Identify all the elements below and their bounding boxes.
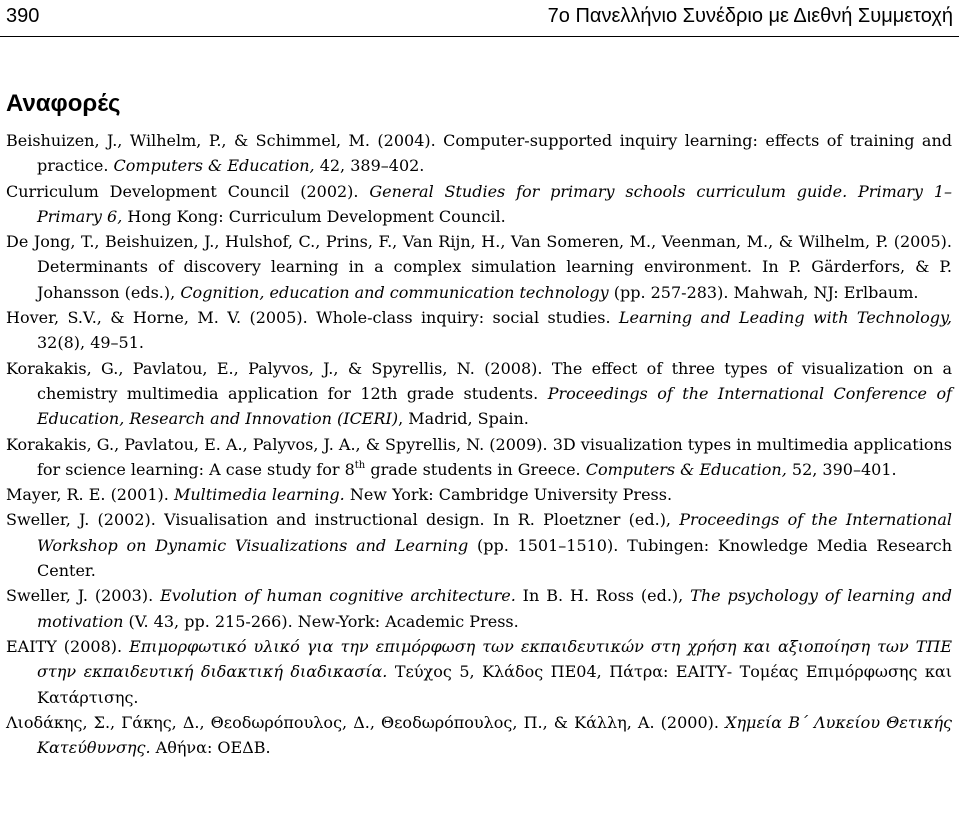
italic-segment: Evolution of human cognitive architecture. bbox=[160, 586, 516, 606]
text-segment: (pp. 1501–1510). Tubingen: Knowledge Media Research Center. bbox=[37, 535, 952, 581]
text-segment: (pp. 257-283). Mahwah, NJ: Erlbaum. bbox=[608, 282, 919, 302]
reference-entry bbox=[6, 710, 952, 761]
reference-entry bbox=[6, 432, 952, 483]
reference-entry bbox=[6, 583, 952, 634]
text-segment: Mayer, R. E. (2001). bbox=[6, 485, 174, 505]
text-segment: 42, 389–402. bbox=[314, 156, 425, 176]
text-segment: 32(8), 49–51. bbox=[37, 333, 144, 353]
italic-segment: Computers & Education, bbox=[113, 156, 315, 176]
text-segment: Korakakis, G., Pavlatou, E., Palyvos, J., & Spyrellis, N. (2008). The effect of three types of visualization on a chemistry multimedia application for 12th grade students. bbox=[6, 358, 952, 403]
italic-segment: Cognition, education and communication technology bbox=[180, 282, 609, 302]
italic-segment: General Studies for primary schools curriculum guide. Primary 1– Primary 6, bbox=[37, 181, 952, 226]
text-segment: Τεύχος 5, Κλάδος ΠΕ04, Πάτρα: ΕΑΙΤΥ- Τομέας Επιμόρφωσης και Κατάρτισης. bbox=[37, 662, 953, 707]
italic-segment: Χημεία Β΄ Λυκείου Θετικής Κατεύθυνσης. bbox=[37, 712, 953, 758]
italic-segment: Proceedings of the International Workshop on Dynamic Visualizations and Learning bbox=[37, 510, 953, 555]
reference-entry bbox=[6, 128, 952, 179]
italic-segment: Proceedings of the International Conference of Education, Research and Innovation (ICERI) bbox=[37, 383, 953, 429]
italic-segment: Multimedia learning. bbox=[173, 485, 345, 505]
reference-entry bbox=[6, 179, 952, 230]
italic-segment: The psychology of learning and motivation bbox=[37, 586, 953, 631]
reference-entry bbox=[6, 229, 952, 305]
reference-entry bbox=[6, 507, 952, 583]
italic-segment: Learning and Leading with Technology, bbox=[618, 308, 952, 328]
text-segment: Αθήνα: ΟΕΔΒ. bbox=[150, 738, 271, 758]
page-header bbox=[0, 0, 959, 40]
text-segment: In B. H. Ross (ed.), bbox=[515, 586, 691, 606]
text-segment: Sweller, J. (2003). bbox=[6, 586, 161, 606]
text-segment: 52, 390–401. bbox=[786, 459, 897, 479]
superscript: th bbox=[354, 459, 366, 471]
text-segment: Sweller, J. (2002). Visualisation and instructional design. In R. Ploetzner (ed.), bbox=[6, 510, 680, 530]
reference-entry bbox=[6, 634, 952, 710]
italic-segment: Computers & Education, bbox=[585, 459, 787, 479]
reference-entry bbox=[6, 356, 952, 432]
text-segment: Hong Kong: Curriculum Development Council. bbox=[122, 206, 506, 226]
text-segment: Λιοδάκης, Σ., Γάκης, Δ., Θεοδωρόπουλος, Δ., Θεοδωρόπουλος, Π., & Κάλλη, Α. (2000). bbox=[6, 712, 726, 732]
text-segment: EAITY (2008). bbox=[6, 636, 130, 656]
reference-list bbox=[6, 128, 952, 760]
text-segment: Korakakis, G., Pavlatou, E. A., Palyvos, J. A., & Spyrellis, N. (2009). 3D visualization types in multimedia applications for science learning: A case study for 8 bbox=[6, 434, 952, 479]
text-segment: Hover, S.V., & Horne, M. V. (2005). Whole-class inquiry: social studies. bbox=[6, 308, 619, 328]
text-segment: Beishuizen, J., Wilhelm, P., & Schimmel, M. (2004). Computer-supported inquiry learning: effects of training and practice. bbox=[6, 131, 952, 176]
text-segment: New York: Cambridge University Press. bbox=[344, 485, 673, 505]
section-title: Αναφορές bbox=[6, 90, 121, 117]
text-segment: De Jong, T., Beishuizen, J., Hulshof, C., Prins, F., Van Rijn, H., Van Someren, M., Veenman, M., & Wilhelm, P. (2005). Determinants of discovery learning in a complex simulation learning environment. In P. Gärderfors, & P. Johansson (eds.), bbox=[6, 232, 952, 302]
text-segment: Curriculum Development Council (2002). bbox=[6, 181, 370, 201]
italic-segment: Επιμορφωτικό υλικό για την επιμόρφωση των εκπαιδευτικών στη χρήση και αξιοποίηση των ΤΠΕ στην εκπαιδευτική διδακτική διαδικασία. bbox=[37, 636, 953, 682]
reference-entry bbox=[6, 482, 952, 507]
header-rule bbox=[0, 36, 959, 37]
text-segment: , Madrid, Spain. bbox=[398, 409, 529, 429]
text-segment: grade students in Greece. bbox=[365, 459, 586, 479]
running-title: 7ο Πανελλήνιο Συνέδριο με Διεθνή Συμμετοχή bbox=[547, 5, 953, 27]
reference-entry bbox=[6, 305, 952, 356]
text-segment: (V. 43, pp. 215-266). New-York: Academic Press. bbox=[123, 611, 519, 631]
page-number: 390 bbox=[6, 5, 40, 27]
